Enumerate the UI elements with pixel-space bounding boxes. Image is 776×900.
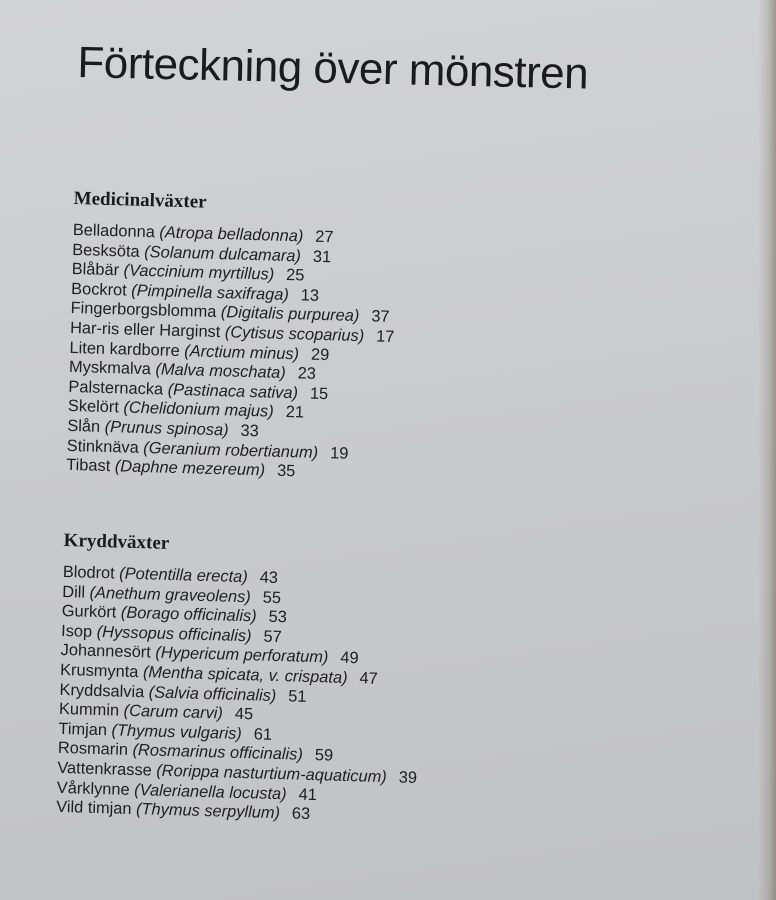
page-number: 49 [340, 649, 359, 668]
pattern-list [66, 221, 397, 485]
page-number: 29 [310, 345, 330, 364]
latin-name: (Digitalis purpurea) [220, 303, 360, 326]
plant-name: Fingerborgsblomma [70, 299, 217, 322]
latin-name: (Daphne mezereum) [114, 457, 266, 480]
latin-name: (Arctium minus) [184, 341, 300, 363]
latin-name: (Potentilla erecta) [119, 564, 248, 587]
page-number: 53 [268, 607, 288, 627]
latin-name: (Anethum graveolens) [89, 583, 252, 606]
page-number: 57 [263, 627, 282, 646]
plant-name: Skelört [67, 397, 120, 417]
plant-name: Slån [67, 416, 101, 436]
page-number: 37 [371, 307, 390, 327]
plant-name: Blodrot [62, 562, 115, 583]
latin-name: (Salvia officinalis) [148, 682, 277, 705]
latin-name: (Rosmarinus officinalis) [132, 741, 304, 765]
plant-name: Johannesört [60, 641, 152, 662]
page-number: 21 [285, 403, 305, 422]
plant-name: Myskmalva [68, 358, 152, 379]
page-number: 27 [315, 227, 334, 247]
latin-name: (Chelidonium majus) [123, 398, 274, 422]
latin-name: (Thymus vulgaris) [111, 721, 243, 743]
latin-name: (Valerianella locusta) [133, 780, 287, 803]
latin-name: (Rorippa nasturtium-aquaticum) [156, 761, 387, 787]
plant-name: Vild timjan [56, 798, 132, 819]
page-number: 25 [285, 266, 305, 285]
page-title: Förteckning över mönstren [76, 38, 589, 99]
plant-name: Vattenkrasse [57, 758, 153, 780]
page-number: 43 [259, 568, 279, 587]
page-number: 15 [309, 384, 329, 403]
page-number: 13 [300, 286, 320, 305]
page-number: 45 [234, 705, 254, 724]
page-number: 35 [276, 461, 296, 481]
plant-name: Bockrot [70, 279, 127, 300]
plant-name: Timjan [58, 719, 108, 740]
latin-name: (Pimpinella saxifraga) [131, 281, 290, 304]
plant-name: Gurkört [61, 602, 117, 622]
latin-name: (Prunus spinosa) [104, 417, 229, 440]
page-number: 23 [297, 364, 317, 383]
latin-name: (Malva moschata) [155, 360, 286, 383]
page-number: 39 [398, 768, 418, 787]
page-number: 63 [291, 804, 311, 824]
page-number: 19 [329, 443, 349, 463]
page-number: 41 [298, 785, 318, 804]
latin-name: (Carum carvi) [123, 701, 224, 723]
page-number: 17 [375, 327, 395, 346]
section-heading: Kryddväxter [63, 530, 170, 554]
plant-name: Dill [62, 582, 86, 602]
latin-name: (Atropa belladonna) [159, 223, 304, 246]
plant-name: Tibast [66, 456, 111, 476]
plant-name: Belladonna [72, 220, 156, 242]
plant-name: Stinknäva [66, 436, 140, 457]
page-number: 55 [262, 588, 282, 607]
plant-name: Liten kardborre [69, 338, 181, 360]
plant-name: Kryddsalvia [59, 680, 145, 701]
latin-name: (Cytisus scoparius) [224, 323, 365, 346]
plant-name: Isop [60, 621, 93, 641]
section-kryddvaxter [56, 530, 424, 828]
plant-name: Krusmynta [59, 660, 139, 682]
plant-name: Vårklynne [56, 778, 130, 799]
plant-name: Har-ris eller Harginst [69, 318, 221, 342]
plant-name: Besksöta [72, 240, 140, 261]
latin-name: (Thymus serpyllum) [135, 800, 281, 823]
page-number: 61 [253, 725, 273, 744]
latin-name: (Hypericum perforatum) [155, 643, 329, 667]
page-number: 47 [359, 669, 379, 688]
plant-name: Rosmarin [57, 739, 129, 760]
page-edge-shadow [758, 0, 776, 900]
pattern-list [56, 563, 423, 828]
section-heading: Medicinalväxter [73, 188, 207, 213]
section-medicinalvaxter [66, 188, 398, 485]
latin-name: (Geranium robertianum) [143, 438, 319, 462]
latin-name: (Borago officinalis) [120, 603, 257, 626]
plant-name: Palsternacka [68, 377, 164, 399]
plant-name: Blåbär [71, 260, 120, 280]
plant-name: Kummin [58, 700, 120, 720]
page-number: 59 [314, 746, 334, 765]
latin-name: (Solanum dulcamara) [143, 242, 302, 265]
latin-name: (Hyssopus officinalis) [96, 622, 252, 646]
latin-name: (Vaccinium myrtillus) [123, 261, 275, 284]
latin-name: (Pastinaca sativa) [167, 380, 299, 403]
latin-name: (Mentha spicata, v. crispata) [142, 663, 348, 687]
page-number: 33 [240, 421, 260, 441]
page-number: 51 [288, 686, 307, 706]
page-number: 31 [312, 247, 332, 266]
